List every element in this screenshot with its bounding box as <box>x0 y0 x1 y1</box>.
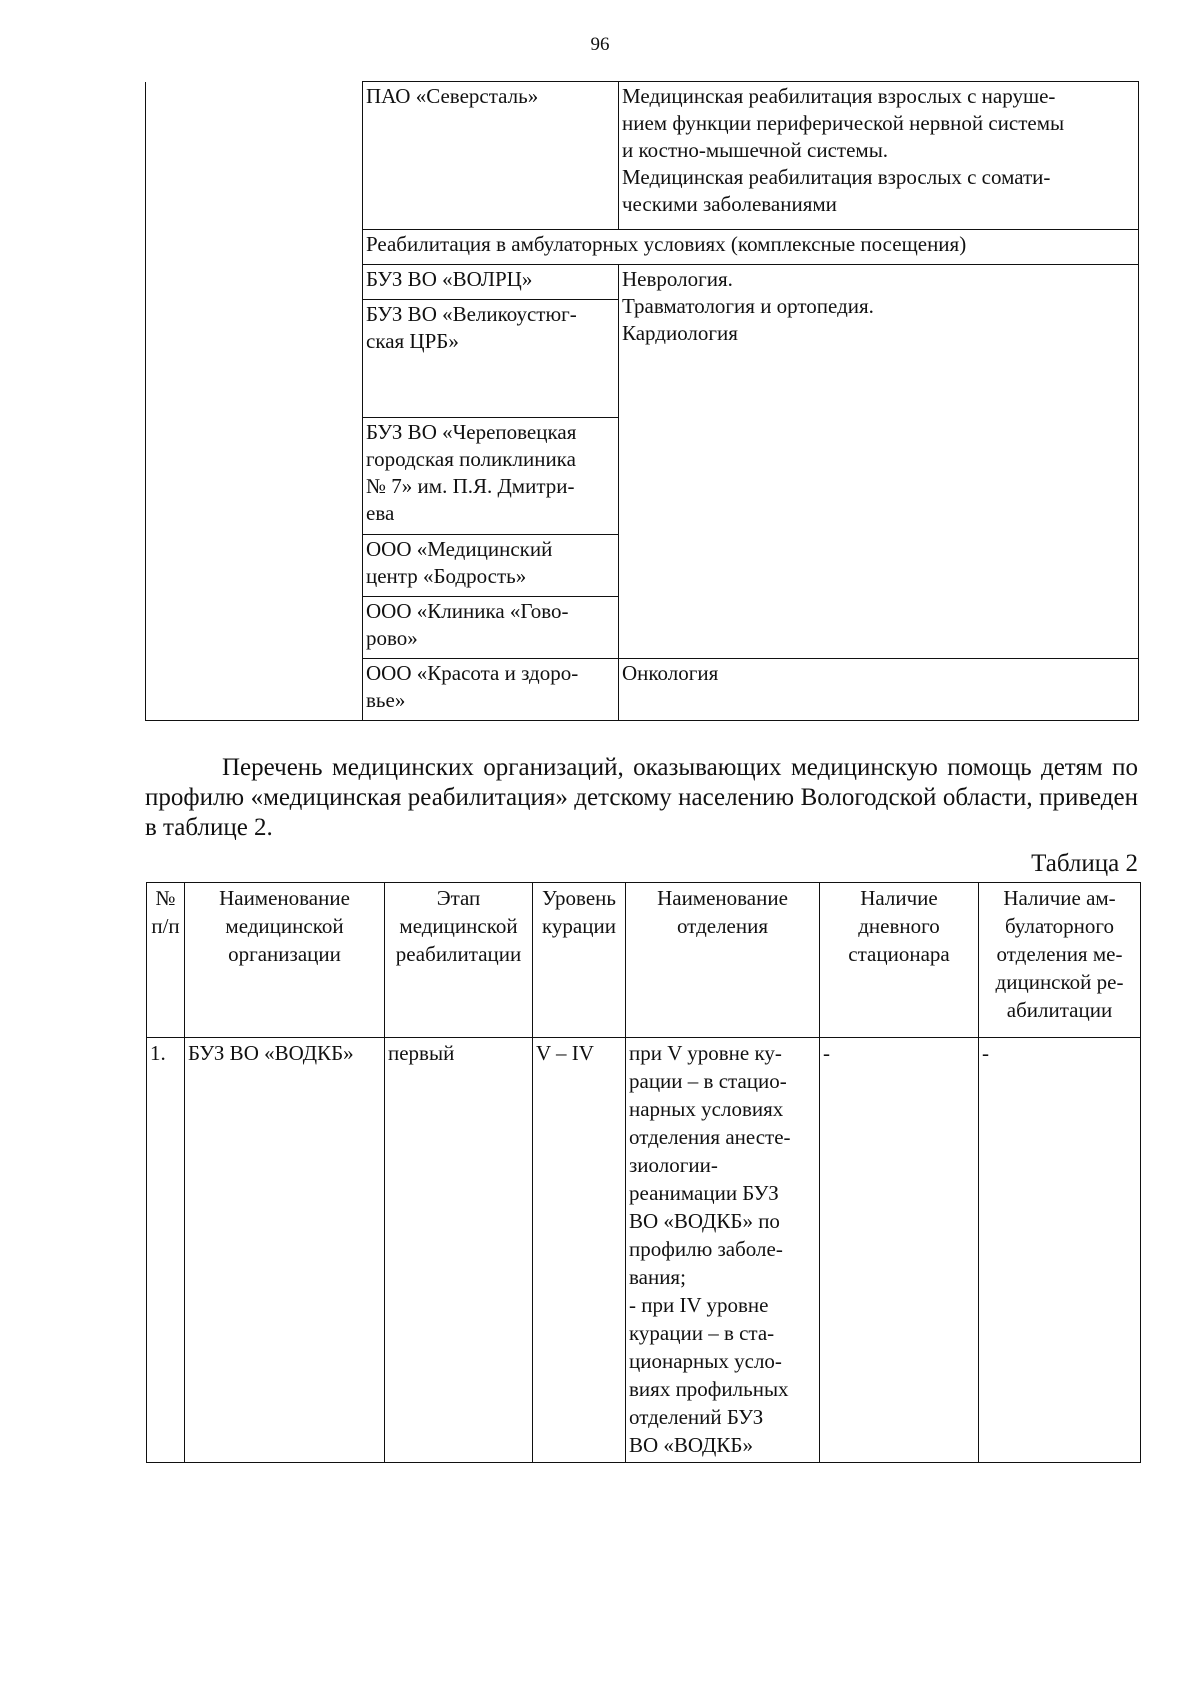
profiles-list: Неврология. Травматология и ортопедия. Кардиология <box>619 265 1139 659</box>
header-num: № п/п <box>147 883 185 1038</box>
rehab-desc-severstal: Медицинская реабилитация взрослых с наруше- нием функции периферической нервной системы и костно-мышечной системы. Медицинская реабилитация взрослых с сомати- ческими заболеваниями <box>619 82 1139 230</box>
row1-day-hospital: - <box>820 1038 979 1463</box>
org-govorovo: ООО «Клиника «Гово- рово» <box>363 597 619 659</box>
intro-paragraph: Перечень медицинских организаций, оказывающих медицинскую помощь детям по профилю «медицинская реабилитация» детскому населению Вологодской области, приведен в таблице 2. <box>145 754 1138 841</box>
org-krasota: ООО «Красота и здоро- вье» <box>363 659 619 721</box>
profile-oncology: Онкология <box>619 659 1139 721</box>
org-velikoustyug: БУЗ ВО «Великоустюг- ская ЦРБ» <box>363 300 619 418</box>
header-day-hospital: Наличие дневного стационара <box>820 883 979 1038</box>
rehab-organizations-table-continued <box>145 81 1139 721</box>
header-level: Уровень курации <box>533 883 626 1038</box>
row1-department: при V уровне ку- рации – в стацио- нарных условиях отделения анесте- зиологии- реанимации БУЗ ВО «ВОДКБ» по профилю заболе- вания; - при IV уровне курации – в ста- ционарных усло- виях профильных отделений БУЗ ВО «ВОДКБ» <box>626 1038 820 1463</box>
row1-org: БУЗ ВО «ВОДКБ» <box>185 1038 385 1463</box>
org-cherepovets-polyclinic: БУЗ ВО «Череповецкая городская поликлиника № 7» им. П.Я. Дмитри- ева <box>363 418 619 535</box>
row1-level: V – IV <box>533 1038 626 1463</box>
page-number: 96 <box>590 34 610 55</box>
section-ambulatory-rehab: Реабилитация в амбулаторных условиях (комплексные посещения) <box>363 230 1139 265</box>
row1-stage: первый <box>385 1038 533 1463</box>
header-org: Наименование медицинской организации <box>185 883 385 1038</box>
row1-ambulatory-dept: - <box>979 1038 1141 1463</box>
header-department: Наименование отделения <box>626 883 820 1038</box>
header-stage: Этап медицинской реабилитации <box>385 883 533 1038</box>
empty-left-column <box>146 82 363 721</box>
org-severstal: ПАО «Северсталь» <box>363 82 619 230</box>
org-volrc: БУЗ ВО «ВОЛРЦ» <box>363 265 619 300</box>
children-rehab-table <box>146 882 1141 1463</box>
row1-num: 1. <box>147 1038 185 1463</box>
table-caption: Таблица 2 <box>1031 850 1138 877</box>
header-ambulatory-dept: Наличие ам- булаторного отделения ме- дицинской ре- абилитации <box>979 883 1141 1038</box>
org-bodrost: ООО «Медицинский центр «Бодрость» <box>363 535 619 597</box>
